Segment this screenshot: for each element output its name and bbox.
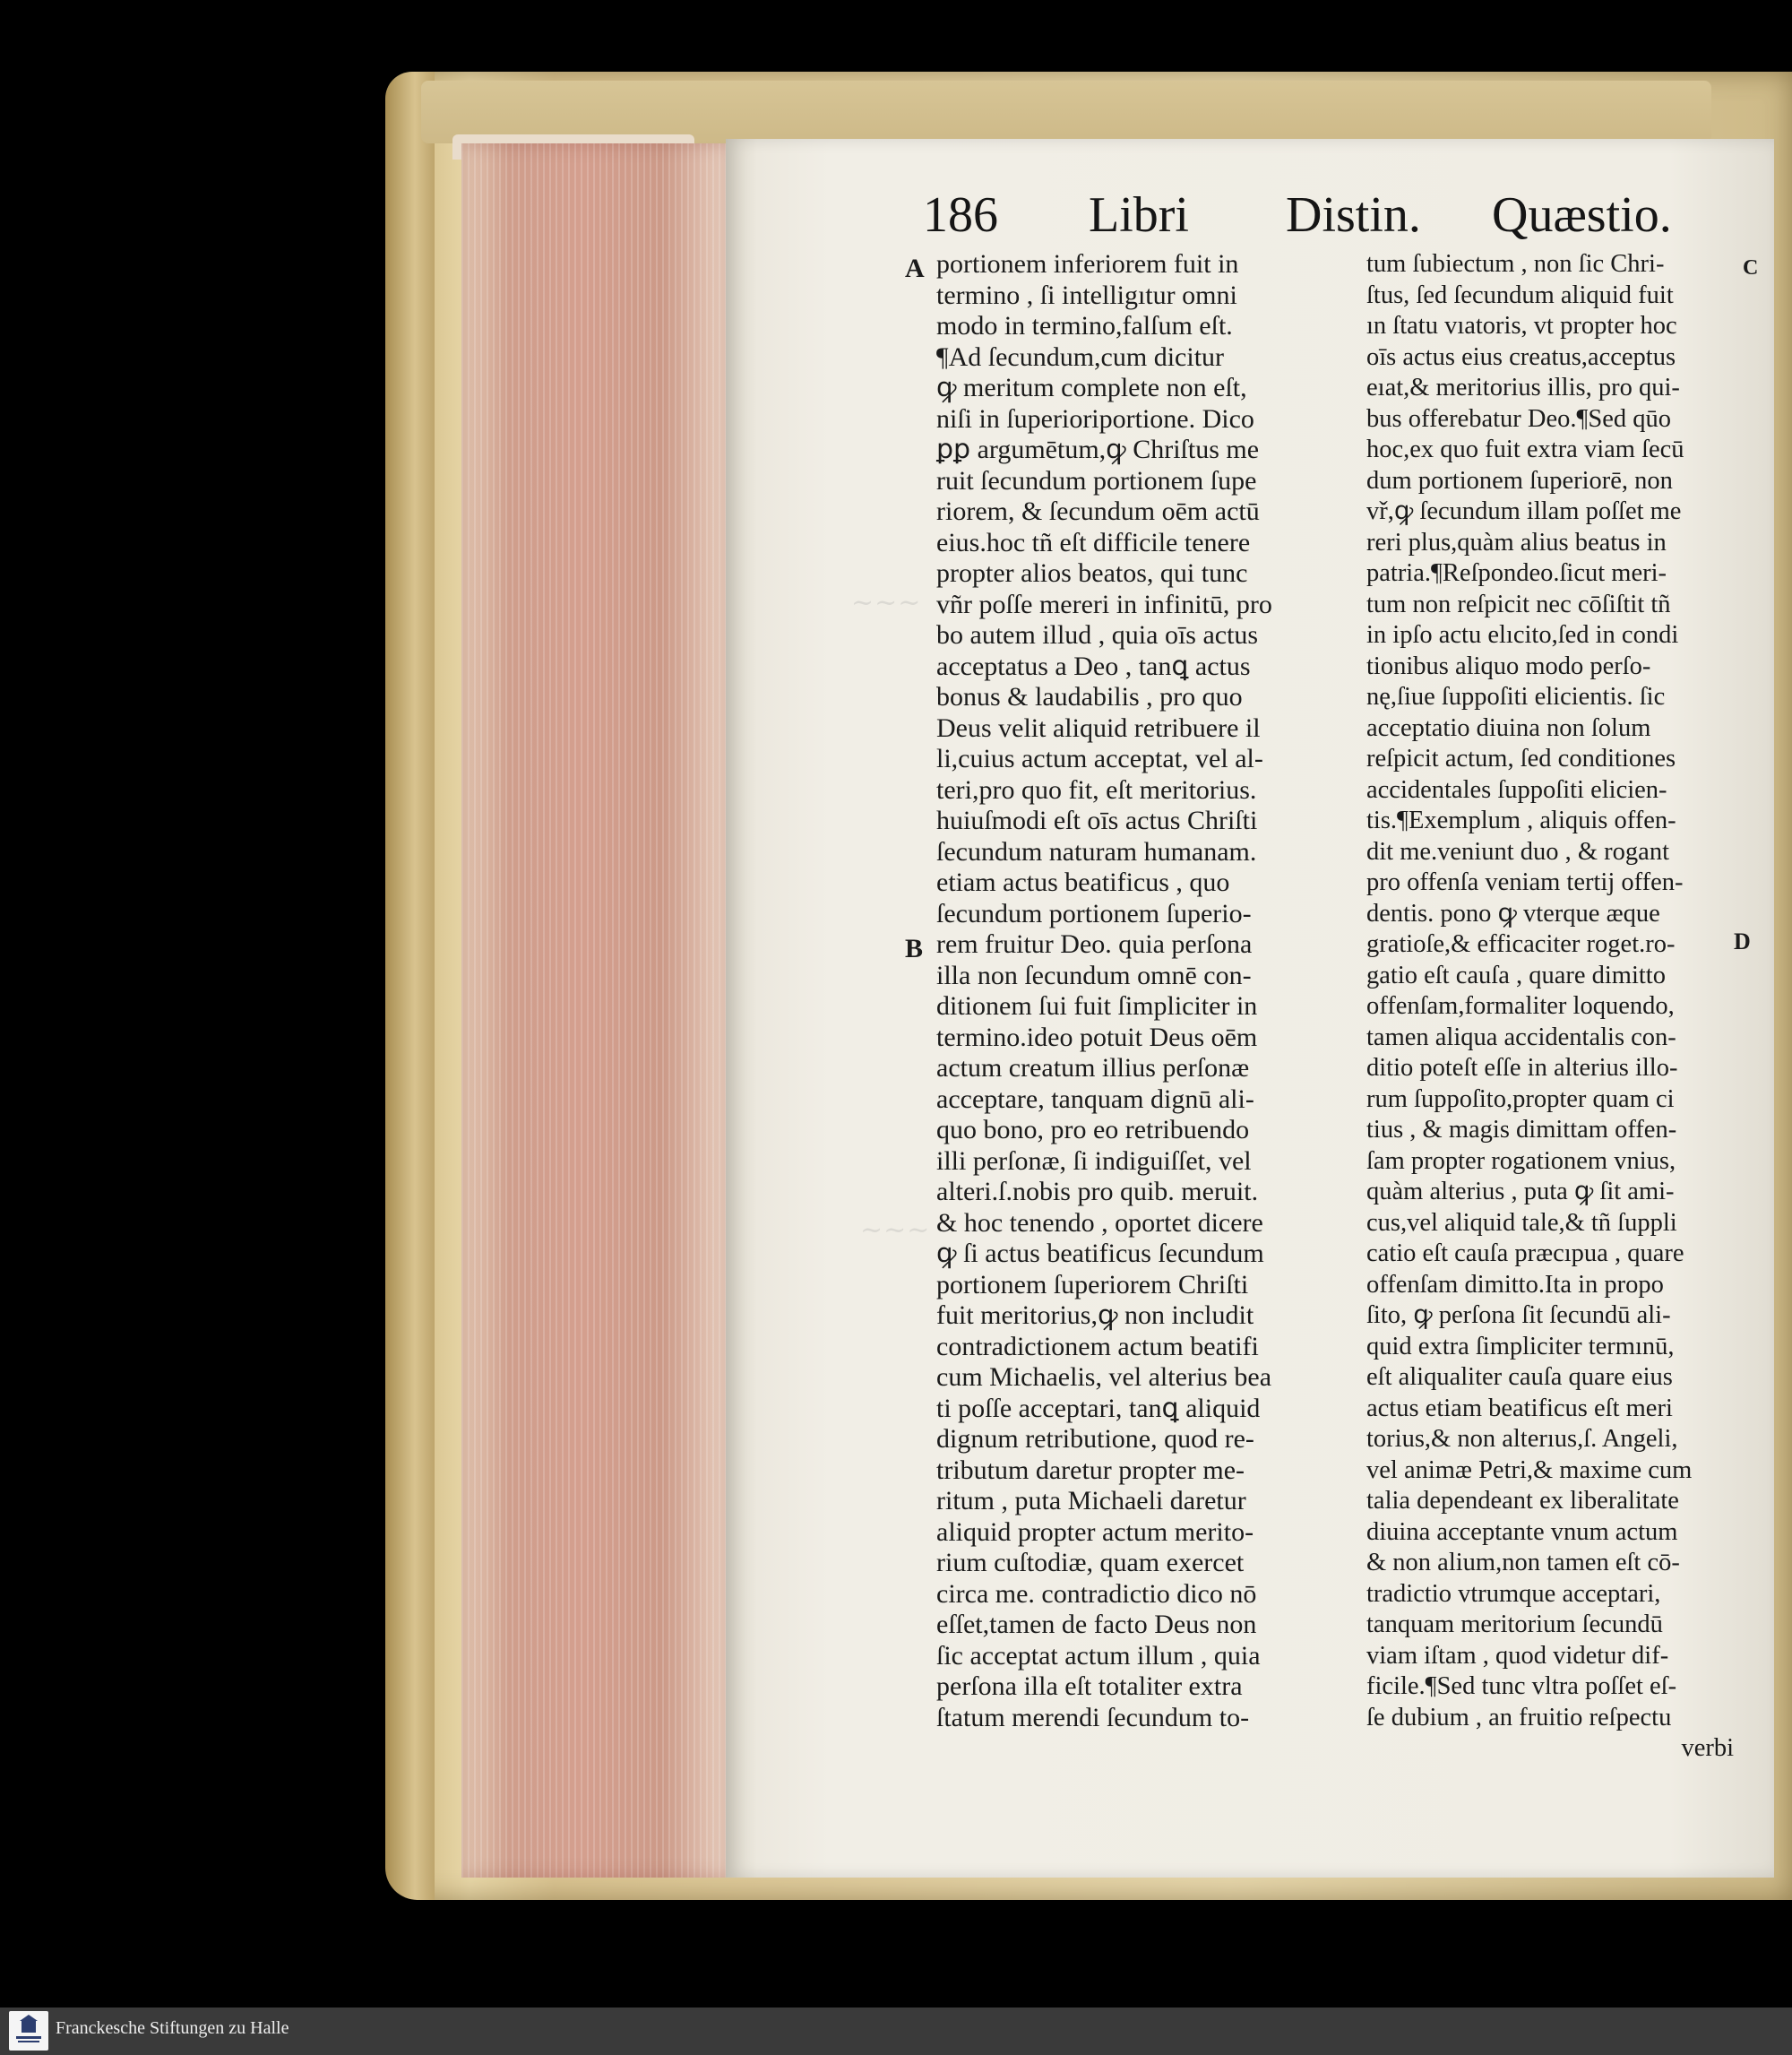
- text-line: perſona illa eſt totaliter extra: [936, 1671, 1243, 1701]
- text-line: illi perſonæ, ſi indiguiſſet, vel: [936, 1145, 1252, 1176]
- text-line: ſito, ꝙ perſona ſit ſecundū ali-: [1366, 1301, 1671, 1329]
- text-line: aliquid propter actum merito-: [936, 1516, 1254, 1547]
- text-line: tributum daretur propter me-: [936, 1455, 1245, 1485]
- text-line: ditio poteſt eſſe in alterius illo-: [1366, 1054, 1678, 1082]
- text-line: patria.¶Reſpondeo.ſicut meri-: [1366, 559, 1667, 587]
- text-line: actus etiam beatificus eſt meri: [1366, 1394, 1673, 1422]
- text-line: reſpicit actum, ſed conditiones: [1366, 745, 1676, 773]
- text-line: ritum , puta Michaeli daretur: [936, 1486, 1246, 1515]
- margin-marker: D: [1734, 928, 1751, 954]
- text-line: ſic acceptat actum illum , quia: [936, 1640, 1261, 1671]
- text-line: diuina acceptante vnum actum: [1366, 1517, 1678, 1546]
- text-line: ficile.¶Sed tunc vltra poſſet eſ-: [1366, 1672, 1677, 1700]
- text-line: acceptatus a Deo , tanꝗ actus: [936, 651, 1251, 681]
- text-line: eſſet,tamen de facto Deus non: [936, 1610, 1257, 1639]
- text-line: quo bono, pro eo retribuendo: [936, 1115, 1250, 1144]
- text-line: ſtatum merendi ſecundum to-: [936, 1702, 1250, 1732]
- text-line: eſt aliqualiter cauſa quare eius: [1366, 1363, 1673, 1391]
- text-line: portionem inferiorem fuit in: [936, 249, 1239, 279]
- text-line: accidentales ſuppoſiti elicien-: [1366, 775, 1667, 804]
- institution-logo-icon: [9, 2011, 48, 2051]
- running-head-word: Libri: [1089, 187, 1189, 243]
- text-line: actum creatum illius perſonæ: [936, 1053, 1250, 1083]
- text-line: eius.hoc tñ eſt difficile tenere: [936, 527, 1251, 557]
- text-line: ꝑꝑ argumētum,ꝙ Chriſtus me: [936, 435, 1260, 464]
- text-line: eıat,& meritorius illis, pro qui-: [1366, 374, 1680, 402]
- text-line: pro offenſa veniam tertij offen-: [1366, 868, 1684, 896]
- text-line: tum ſubiectum , non ſic Chri-: [1366, 250, 1665, 278]
- text-line: quàm alterius , puta ꝙ ſit ami-: [1366, 1178, 1675, 1205]
- text-line: etiam actus beatificus , quo: [936, 868, 1230, 897]
- margin-marker: C: [1743, 256, 1759, 280]
- text-line: vř,ꝙ ſecundum illam poſſet me: [1366, 497, 1682, 525]
- left-text-column: [936, 249, 1340, 1733]
- text-line: hoc,ex quo fuit extra viam ſecū: [1366, 436, 1684, 463]
- text-line: ꝙ meritum complete non eſt,: [936, 373, 1247, 402]
- text-line: gatio eſt cauſa , quare dimitto: [1366, 961, 1666, 989]
- text-line: bus offerebatur Deo.¶Sed qūo: [1366, 404, 1672, 433]
- text-line: ſe dubium , an fruitio reſpectu: [1366, 1703, 1672, 1731]
- text-line: dum portionem ſuperiorē, non: [1366, 466, 1673, 495]
- text-line: bonus & laudabilis , pro quo: [936, 682, 1243, 712]
- text-line: alteri.ſ.nobis pro quib. meruit.: [936, 1177, 1259, 1206]
- text-line: rum ſuppoſito,propter quam ci: [1366, 1084, 1675, 1113]
- text-line: dignum retributione, quod re-: [936, 1424, 1254, 1454]
- text-line: huiuſmodi eſt oīs actus Chriſti: [936, 806, 1258, 835]
- text-line: riorem, & ſecundum oēm actū: [936, 496, 1260, 526]
- text-line: & hoc tenendo , oportet dicere: [936, 1207, 1263, 1238]
- text-line: nę,ſiue ſuppoſiti elicientis. ſic: [1366, 683, 1666, 711]
- text-line: catio eſt cauſa præcıpua , quare: [1366, 1239, 1684, 1267]
- text-line: termino.ideo potuit Deus oēm: [936, 1022, 1258, 1052]
- text-line: portionem ſuperiorem Chriſti: [936, 1269, 1249, 1299]
- page-number: 186: [923, 187, 998, 243]
- text-line: in ipſo actu elıcito,ſed in condi: [1366, 621, 1679, 649]
- text-line: acceptatio diuina non ſolum: [1366, 713, 1651, 742]
- text-line: propter alios beatos, qui tunc: [936, 558, 1248, 588]
- right-text-column: [1366, 249, 1734, 1765]
- text-line: tis.¶Exemplum , aliquis offen-: [1366, 807, 1676, 834]
- text-line: dit me.veniunt duo , & rogant: [1366, 837, 1669, 866]
- text-line: Deus velit aliquid retribuere il: [936, 712, 1261, 743]
- show-through-mark: ~~~: [860, 1214, 931, 1246]
- page-edges-red-sprinkled: [461, 143, 730, 1878]
- text-line: cum Michaelis, vel alterius bea: [936, 1362, 1272, 1392]
- text-line: vel animæ Petri,& maxime cum: [1366, 1455, 1693, 1484]
- footer-text: Franckesche Stiftungen zu Halle: [56, 2018, 289, 2038]
- show-through-mark: ~~~: [851, 587, 922, 618]
- text-line: verbi: [1681, 1734, 1734, 1762]
- text-line: oīs actus eius creatus,acceptus: [1366, 342, 1676, 371]
- text-line: tionibus aliquo modo perſo-: [1366, 652, 1651, 680]
- margin-marker: B: [905, 934, 924, 963]
- text-line: offenſam,formaliter loquendo,: [1366, 992, 1675, 1020]
- running-head: [923, 184, 1672, 246]
- text-line: niſi in ſuperioriportione. Dico: [936, 403, 1254, 434]
- text-line: ſtus, ſed ſecundum aliquid fuit: [1366, 281, 1674, 309]
- text-line: ti poſſe acceptari, tanꝗ aliquid: [936, 1393, 1261, 1423]
- text-line: acceptare, tanquam dignū ali-: [936, 1084, 1254, 1114]
- text-line: reri plus,quàm alius beatus in: [1366, 528, 1667, 557]
- text-line: quid extra ſimpliciter termınū,: [1366, 1332, 1675, 1360]
- text-line: talia dependeant ex liberalitate: [1366, 1487, 1679, 1515]
- text-line: cus,vel aliquid tale,& tñ ſuppli: [1366, 1208, 1677, 1237]
- text-line: vñr poſſe mereri in infinitū, pro: [936, 589, 1272, 619]
- text-line: tradictio vtrumque acceptari,: [1366, 1579, 1661, 1608]
- text-line: rem fruitur Deo. quia perſona: [936, 929, 1253, 959]
- text-line: tum non reſpicit nec cōſiſtit tñ: [1366, 590, 1671, 618]
- book-spine: [385, 72, 435, 1900]
- text-line: modo in termino,falſum eſt.: [936, 311, 1233, 341]
- text-line: ſam propter rogationem vnius,: [1366, 1146, 1676, 1175]
- text-line: ¶Ad ſecundum,cum dicitur: [936, 341, 1225, 372]
- text-line: circa me. contradictio dico nō: [936, 1578, 1257, 1609]
- text-line: contradictionem actum beatifi: [936, 1331, 1259, 1361]
- running-head-word: Distin.: [1286, 187, 1421, 243]
- text-line: viam iſtam , quod videtur dif-: [1366, 1641, 1669, 1670]
- text-line: torius,& non alterıus,ſ. Angeli,: [1366, 1425, 1678, 1453]
- text-line: ditionem ſui fuit ſimpliciter in: [936, 991, 1258, 1021]
- text-line: tanquam meritorium ſecundū: [1366, 1610, 1663, 1638]
- text-line: teri,pro quo fit, eſt meritorius.: [936, 774, 1257, 805]
- text-line: ruit ſecundum portionem ſupe: [936, 465, 1257, 496]
- footer-bar: [0, 2008, 1792, 2055]
- text-line: tamen aliqua accidentalis con-: [1366, 1023, 1676, 1051]
- text-line: ſecundum portionem ſuperio-: [936, 898, 1252, 928]
- text-line: rium cuſtodiæ, quam exercet: [936, 1548, 1245, 1577]
- text-line: li,cuius actum acceptat, vel al-: [936, 744, 1263, 773]
- text-line: illa non ſecundum omnē con-: [936, 960, 1252, 990]
- text-line: ın ſtatu vıatoris, vt propter hoc: [1366, 312, 1677, 340]
- text-line: dentis. pono ꝙ vterque æque: [1366, 899, 1660, 928]
- text-line: tius , & magis dimittam offen-: [1366, 1116, 1677, 1144]
- text-line: bo autem illud , quia oīs actus: [936, 620, 1259, 650]
- text-line: ꝙ ſi actus beatificus ſecundum: [936, 1239, 1264, 1268]
- text-line: & non alium,non tamen eſt cō-: [1366, 1549, 1680, 1576]
- text-line: termino , ſi intelligıtur omni: [936, 280, 1237, 310]
- margin-marker: A: [905, 254, 925, 283]
- text-line: ſecundum naturam humanam.: [936, 836, 1257, 867]
- text-line: offenſam dimitto.Ita in propo: [1366, 1270, 1664, 1299]
- running-head-word: Quæstio.: [1492, 187, 1672, 243]
- text-line: fuit meritorius,ꝙ non includit: [936, 1300, 1254, 1330]
- text-line: gratioſe,& efficaciter roget.ro-: [1366, 930, 1676, 958]
